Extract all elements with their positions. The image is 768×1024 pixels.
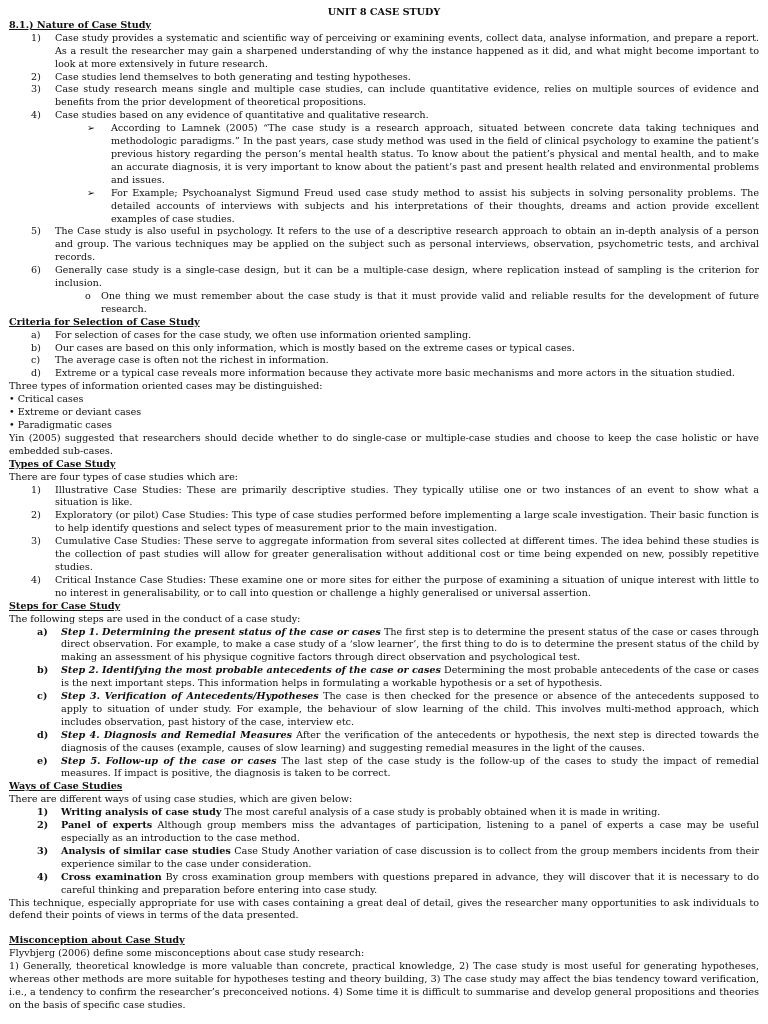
list-item <box>9 330 759 343</box>
paragraph: Three types of information oriented cases may be distinguished: <box>9 381 323 393</box>
list-text: Case studies lend themselves to both generating and testing hypotheses. <box>55 71 411 83</box>
way-title: Analysis of similar case studies <box>61 845 231 857</box>
step-title: Step 2. Identifying the most probable antecedents of the case or cases <box>61 665 441 677</box>
way-title: Cross examination <box>61 871 162 883</box>
list-text: Case studies based on any evidence of quantitative and qualitative research. <box>55 110 429 122</box>
arrow-bullet-icon: ➢ <box>87 123 96 135</box>
list-marker: 5) <box>31 226 41 238</box>
list-marker: a) <box>37 626 48 638</box>
list-text: Cumulative Case Studies: These serve to aggregate information from several sites collected at different times. The idea behind these studies is the collection of past studies will allow for greater generalisation without additional cost or time being expended on new, possibly repetitive studies. <box>55 536 759 573</box>
circle-bullet-icon: o <box>85 290 91 302</box>
list-text: For Example; Psychoanalyst Sigmund Freud used case study method to assist his subjects in solving personality problems. The detailed accounts of interviews with subjects and his interpretations of their thoughts, dreams and action provide excellent examples of case studies. <box>111 187 759 225</box>
list-marker: 2) <box>37 820 49 832</box>
step-item <box>9 756 759 782</box>
step-text: Determining the most probable antecedents of the case or cases is the next important steps. This information helps in formulating a workable hypothesis or a set of hypothesis. <box>61 665 759 690</box>
list-marker: 3) <box>31 84 41 96</box>
list-marker: 2) <box>31 510 41 522</box>
list-text: Generally case study is a single-case design, but it can be a multiple-case design, where replication instead of sampling is the criterion for inclusion. <box>55 265 759 290</box>
step-text: The first step is to determine the present status of the case or cases through direct observation. For example, to make a case study of a ‘slow learner’, the first thing to do is to determine the present status of the child by making an assessment of his physique cognitive factors through direct observation and psychological test. <box>61 626 759 664</box>
list-item <box>9 355 759 368</box>
list-text: Our cases are based on this only information, which is mostly based on the extreme cases or typical cases. <box>55 342 575 354</box>
way-item <box>9 807 759 820</box>
section-heading-criteria: Criteria for Selection of Case Study <box>9 316 200 328</box>
list-item <box>9 84 759 110</box>
list-text: For selection of cases for the case study, we often use information oriented sampling. <box>55 329 472 341</box>
list-text: The average case is often not the richest in information. <box>55 355 329 367</box>
step-text: The case is then checked for the presence or absence of the antecedents supposed to apply to situation of under study. For example, the behaviour of slow learning of the child. This involves multi-method approach, which includes observation, past history of the case, interview etc. <box>61 691 759 728</box>
step-text: After the verification of the antecedents or hypothesis, the next step is directed towards the diagnosis of the causes (example, causes of slow learning) and suggesting remedial measures in the light of the causes. <box>61 729 759 754</box>
list-marker: 4) <box>37 871 49 883</box>
paragraph: Flyvbjerg (2006) define some misconceptions about case study research: <box>9 948 365 960</box>
list-item <box>9 368 759 381</box>
bullet-item: • Critical cases <box>9 394 84 406</box>
way-text: The most careful analysis of a case study is probably obtained when it is made in writing. <box>221 807 661 819</box>
list-text: Exploratory (or pilot) Case Studies: This type of case studies performed before implementing a large scale investigation. Their basic function is to help identify questions and select types of measurement prior to the main investigation. <box>55 510 759 535</box>
list-marker: b) <box>31 342 41 354</box>
bullet-item: • Extreme or deviant cases <box>9 407 142 419</box>
way-title: Writing analysis of case study <box>61 807 222 819</box>
sub-list-item <box>9 291 759 317</box>
step-title: Step 5. Follow-up of the case or cases <box>61 755 277 767</box>
list-text: Case study provides a systematic and scientific way of perceiving or examining events, collect data, analyse information, and prepare a report. As a result the researcher may gain a sharpened understanding of why the instance happened as it did, and what might become important to look at more extensively in future research. <box>55 32 759 70</box>
list-marker: 4) <box>31 574 41 586</box>
list-marker: c) <box>37 691 48 703</box>
way-item <box>9 872 759 898</box>
way-title: Panel of experts <box>61 820 153 832</box>
spacer <box>9 923 759 935</box>
list-text: The Case study is also useful in psychology. It refers to the use of a descriptive research approach to obtain an in-depth analysis of a person and group. The various techniques may be applied on the subject such as personal interviews, observation, psychometric tests, and archival records. <box>55 226 759 264</box>
paragraph: 1) Generally, theoretical knowledge is more valuable than concrete, practical knowledge, 2) The case study is most useful for generating hypotheses, whereas other methods are more suitable for hypotheses testing and theory building, 3) The case study may affect the bias tendency toward verification, i.e., a tendency to confirm the researcher’s preconceived notions. 4) Some time it is difficult to summarise and develop general propositions and theories on the basis of specific case studies. <box>9 961 759 1011</box>
list-marker: 2) <box>31 71 41 83</box>
paragraph: There are different ways of using case studies, which are given below: <box>9 794 353 806</box>
paragraph: Yin (2005) suggested that researchers should decide whether to do single-case or multiple-case studies and choose to keep the case holistic or have embedded sub-cases. <box>9 432 759 457</box>
step-title: Step 3. Verification of Antecedents/Hypotheses <box>61 691 319 703</box>
list-marker: 6) <box>31 265 41 277</box>
step-item <box>9 730 759 756</box>
list-item <box>9 33 759 72</box>
list-marker: a) <box>31 329 41 341</box>
list-marker: 1) <box>31 32 41 44</box>
list-text: Illustrative Case Studies: These are primarily descriptive studies. They typically utilise one or two instances of an event to show what a situation is like. <box>55 484 759 509</box>
step-title: Step 4. Diagnosis and Remedial Measures <box>61 729 293 741</box>
way-item <box>9 820 759 846</box>
way-item <box>9 846 759 872</box>
list-item <box>9 265 759 291</box>
sub-list-item <box>9 188 759 227</box>
list-item <box>9 575 759 601</box>
section-heading-types: Types of Case Study <box>9 458 116 470</box>
step-item <box>9 691 759 730</box>
sub-list-item <box>9 123 759 188</box>
paragraph: There are four types of case studies which are: <box>9 471 239 483</box>
list-text: One thing we must remember about the case study is that it must provide valid and reliable results for the development of future research. <box>101 290 759 315</box>
section-heading-steps: Steps for Case Study <box>9 600 121 612</box>
section-heading-ways: Ways of Case Studies <box>9 781 123 793</box>
page-title: UNIT 8 CASE STUDY <box>327 7 441 18</box>
way-text: By cross examination group members with questions prepared in advance, they will discover that it is necessary to do careful thinking and preparation before entering into case study. <box>61 871 759 896</box>
list-text: Critical Instance Case Studies: These examine one or more sites for either the purpose of examining a situation of unique interest with little to no interest in generalisability, or to call into question or challenge a highly generalised or universal assertion. <box>55 574 759 599</box>
list-marker: c) <box>31 355 41 367</box>
step-title: Step 1. Determining the present status of the case or cases <box>61 626 381 638</box>
way-text: Case Study Another variation of case discussion is to collect from the group members incidents from their experience similar to the case under consideration. <box>61 845 759 870</box>
list-marker: 1) <box>37 807 49 819</box>
list-marker: b) <box>37 665 49 677</box>
list-item <box>9 510 759 536</box>
step-text: The last step of the case study is the follow-up of the cases to study the impact of remedial measures. If impact is positive, the diagnosis is taken to be correct. <box>61 755 759 780</box>
list-text: According to Lamnek (2005) “The case study is a research approach, situated between concrete data taking techniques and methodologic paradigms.” In the past years, case study method was used in the field of clinical psychology to examine the patient’s previous history regarding the person’s mental health status. To know about the patient’s physical and mental health, and to make an accurate diagnosis, it is very important to know about the patient’s past and present health related and environmental problems and issues. <box>111 123 759 186</box>
list-item <box>9 536 759 575</box>
list-item <box>9 110 759 123</box>
list-marker: d) <box>31 368 41 380</box>
list-marker: 3) <box>37 845 49 857</box>
list-text: Case study research means single and multiple case studies, can include quantitative evidence, relies on multiple sources of evidence and benefits from the prior development of theoretical propositions. <box>55 84 759 109</box>
list-marker: d) <box>37 729 49 741</box>
list-marker: e) <box>37 755 48 767</box>
list-item <box>9 343 759 356</box>
step-item <box>9 627 759 666</box>
list-item <box>9 226 759 265</box>
step-item <box>9 665 759 691</box>
list-text: Extreme or a typical case reveals more information because they activate more basic mechanisms and more actors in the situation studied. <box>55 368 735 380</box>
list-marker: 4) <box>31 110 41 122</box>
document-page <box>9 7 759 1013</box>
way-text: Although group members miss the advantages of participation, listening to a panel of experts a case may be useful especially as an introduction to the case method. <box>61 820 759 844</box>
arrow-bullet-icon: ➢ <box>87 187 96 199</box>
section-heading-misconception: Misconception about Case Study <box>9 935 185 947</box>
bullet-item: • Paradigmatic cases <box>9 420 112 431</box>
list-item <box>9 72 759 85</box>
paragraph: This technique, especially appropriate for use with cases containing a great deal of detail, gives the researcher many opportunities to ask individuals to defend their points of views in terms of the data presented. <box>9 897 759 922</box>
section-heading-nature: 8.1.) Nature of Case Study <box>9 19 151 31</box>
list-item <box>9 485 759 511</box>
list-marker: 1) <box>31 484 41 496</box>
list-marker: 3) <box>31 536 41 548</box>
paragraph: The following steps are used in the conduct of a case study: <box>9 613 301 625</box>
